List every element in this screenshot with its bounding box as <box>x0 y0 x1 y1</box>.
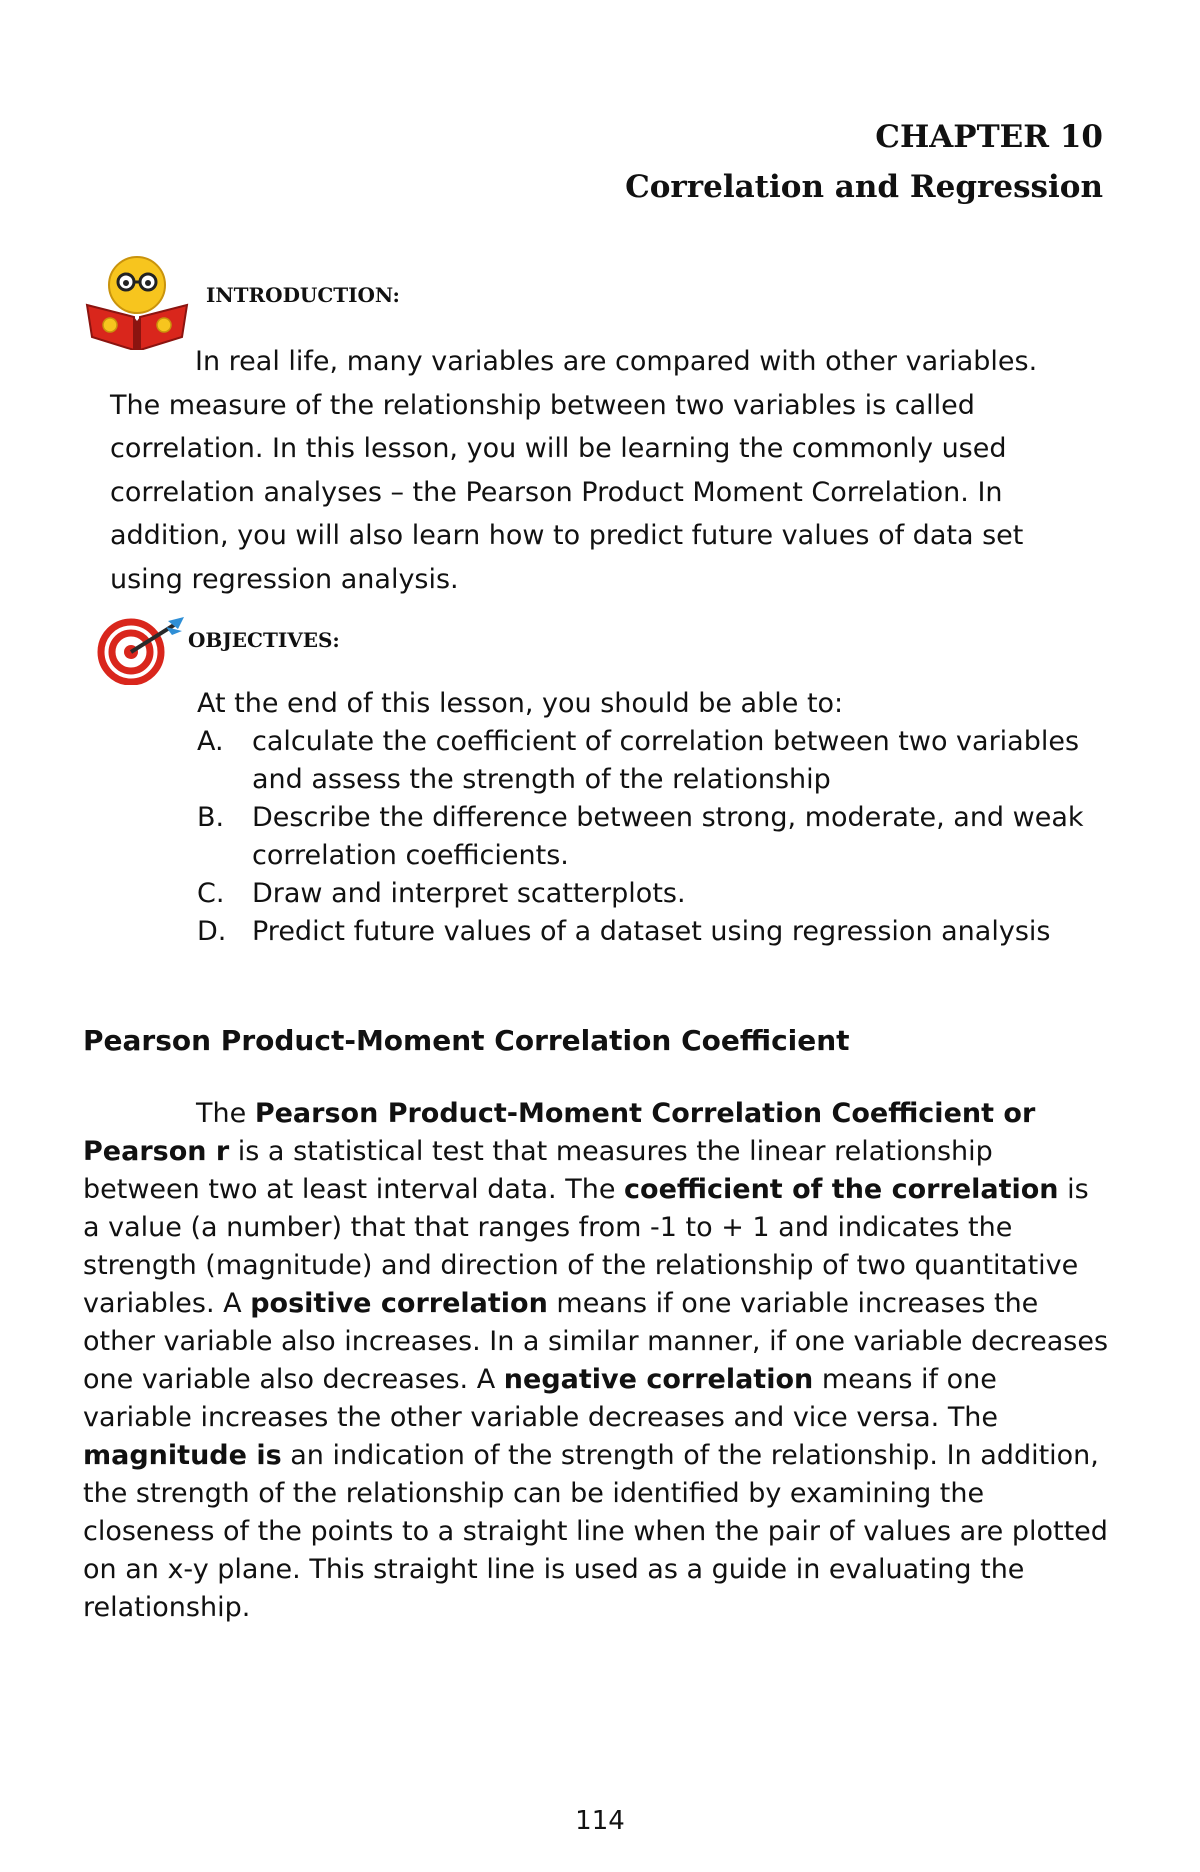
list-item-text: Draw and interpret scatterplots. <box>252 878 686 909</box>
list-item-text: Describe the difference between strong, moderate, and weak correlation coefficients. <box>252 802 1084 871</box>
objectives-intro: At the end of this lesson, you should be able to: <box>197 688 844 719</box>
list-marker: D. <box>197 916 227 947</box>
intro-line: The measure of the relationship between two variables is called <box>110 389 975 421</box>
body-text: an indication of the strength of the relationship. In addition, the strength of the relationship can be identified by examining the closeness of the points to a straight line when the pair of values are plotted on an x-y plane. This straight line is used as a guide in evaluating the relationship. <box>83 1440 1108 1623</box>
list-item <box>197 799 1117 875</box>
chapter-header <box>625 112 1103 212</box>
term-pearson-r: Pearson Product-Moment Correlation Coefficient or Pearson r <box>83 1098 1036 1167</box>
list-item-text: calculate the coefficient of correlation between two variables and assess the strength of the relationship <box>252 726 1080 795</box>
term-positive-correlation: positive correlation <box>250 1288 548 1319</box>
intro-line: In real life, many variables are compared with other variables. <box>195 346 1038 377</box>
chapter-subtitle: Correlation and Regression <box>625 169 1103 205</box>
introduction-paragraph <box>110 340 1110 602</box>
body-text: The <box>196 1098 255 1129</box>
objectives-heading: OBJECTIVES: <box>188 628 340 652</box>
body-text: is a value (a number) that that ranges from -1 to + 1 and indicates the strength (magnitude) and direction of the relationship of two quantitative variables. A <box>83 1174 1089 1319</box>
body-text: is a statistical test that measures the linear relationship between two at least interval data. The <box>83 1136 993 1205</box>
chapter-title: CHAPTER 10 <box>875 119 1103 155</box>
list-marker: A. <box>197 726 224 757</box>
target-dart-icon <box>96 615 186 685</box>
intro-line: correlation analyses – the Pearson Product Moment Correlation. In <box>110 476 1003 508</box>
term-coefficient: coefficient of the correlation <box>624 1174 1059 1205</box>
intro-line: addition, you will also learn how to predict future values of data set <box>110 520 1024 552</box>
list-item-text: Predict future values of a dataset using regression analysis <box>252 916 1051 947</box>
term-negative-correlation: negative correlation <box>503 1364 814 1395</box>
intro-line: using regression analysis. <box>110 563 459 595</box>
list-marker: B. <box>197 802 225 833</box>
objectives-list <box>197 723 1117 951</box>
intro-line: correlation. In this lesson, you will be learning the commonly used <box>110 433 1007 465</box>
reading-student-icon <box>82 255 192 350</box>
list-item <box>197 723 1117 799</box>
section-title: Pearson Product-Moment Correlation Coefficient <box>83 1024 850 1057</box>
list-item <box>197 913 1117 951</box>
section-paragraph <box>83 1095 1113 1627</box>
list-marker: C. <box>197 878 225 909</box>
page-number: 114 <box>575 1806 625 1836</box>
body-text: means if one variable increases the other variable also increases. In a similar manner, if one variable decreases one variable also decreases. A <box>83 1288 1109 1395</box>
body-text: means if one variable increases the other variable decreases and vice versa. The <box>83 1364 999 1433</box>
list-item <box>197 875 1117 913</box>
introduction-heading: INTRODUCTION: <box>206 283 400 307</box>
term-magnitude: magnitude is <box>83 1440 282 1471</box>
